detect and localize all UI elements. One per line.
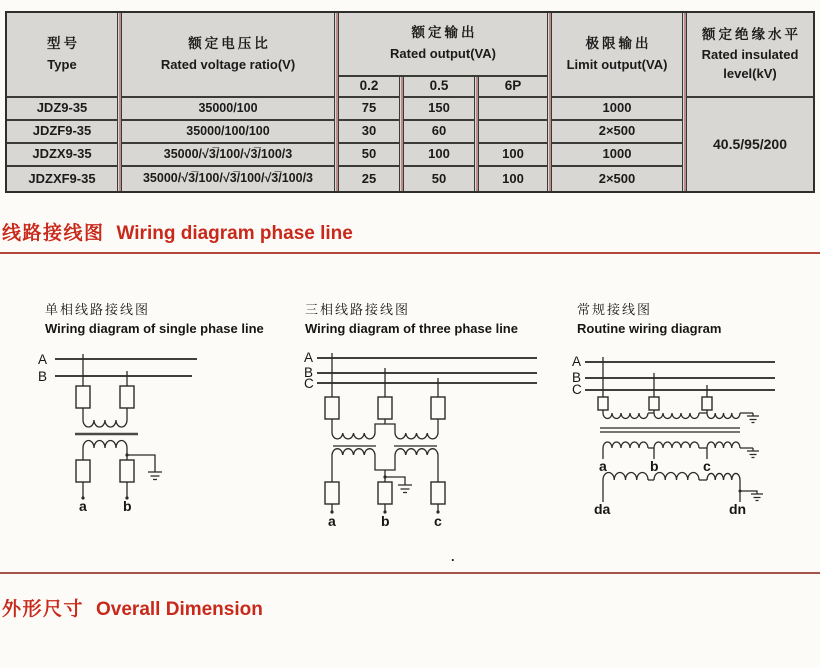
fuse	[76, 460, 90, 482]
bus-label-a: A	[304, 350, 314, 365]
header-insulation-en2: level(kV)	[723, 65, 777, 81]
fuse	[325, 397, 339, 419]
column-divider	[474, 77, 479, 191]
primary-winding	[332, 433, 375, 439]
header-insulation-zh: 额定绝缘水平	[702, 26, 801, 42]
red-rule-bottom	[0, 572, 820, 574]
row-1-limit: 2×500	[552, 121, 682, 144]
secondary-winding	[707, 442, 740, 448]
primary-circuit	[325, 353, 445, 439]
ground-symbol	[398, 485, 412, 493]
fuse	[431, 482, 445, 504]
auxiliary-winding	[707, 473, 740, 480]
section-heading-wiring-en: Wiring diagram phase line	[116, 223, 353, 244]
secondary-circuit	[76, 441, 162, 500]
header-type	[7, 13, 117, 98]
header-output-group	[339, 13, 547, 77]
routine-title: 常规接线图 Routine wiring diagram	[577, 302, 722, 336]
terminal-c: c	[703, 458, 711, 474]
bus-label-c: C	[304, 376, 314, 391]
ground-symbol	[747, 451, 759, 458]
secondary-circuit	[325, 449, 445, 514]
column-divider	[399, 77, 404, 191]
header-ratio-zh: 额定电压比	[188, 35, 271, 51]
auxiliary-winding-circuit	[603, 472, 763, 502]
fuse	[325, 482, 339, 504]
subheader-class-05: 0.5	[404, 77, 474, 98]
ground-symbol	[148, 472, 162, 480]
header-ratio	[122, 13, 334, 98]
primary-circuit	[76, 354, 134, 427]
ground-symbol	[747, 416, 759, 423]
secondary-winding	[83, 441, 127, 449]
row-0-out6p	[479, 98, 547, 121]
row-3-ratio: 35000/√3̅/100/√3̅/100/√3̅/100/3	[142, 171, 314, 186]
routine-wiring-diagram	[570, 350, 820, 518]
single-phase-title: 单相线路接线图 Wiring diagram of single phase line	[45, 302, 264, 336]
auxiliary-winding	[654, 472, 699, 480]
primary-winding	[603, 413, 648, 419]
header-ratio-en: Rated voltage ratio(V)	[160, 56, 296, 72]
primary-winding	[395, 433, 438, 439]
row-3-out02: 25	[361, 170, 377, 186]
insulation-level-value: 40.5/95/200	[713, 135, 787, 152]
terminal-c: c	[434, 513, 442, 529]
row-3-out05: 50	[431, 170, 447, 186]
row-0-ratio: 35000/100	[122, 98, 334, 121]
bus-label-b: B	[38, 369, 48, 384]
row-0-out05: 150	[404, 98, 474, 121]
row-1-out05: 60	[404, 121, 474, 144]
row-0-limit: 1000	[552, 98, 682, 121]
row-0-out02: 75	[339, 98, 399, 121]
fuse	[649, 397, 659, 410]
terminal-da: da	[594, 501, 611, 517]
terminal-dn: dn	[729, 501, 747, 517]
primary-winding	[707, 413, 740, 419]
row-2-out05: 100	[404, 144, 474, 167]
bus-label-a: A	[38, 352, 48, 367]
secondary-winding	[332, 449, 375, 455]
row-1-ratio: 35000/100/100	[122, 121, 334, 144]
spec-table	[5, 11, 815, 193]
red-rule-top	[0, 252, 820, 254]
header-insulation-en1: Rated insulated	[701, 46, 799, 62]
bus-label-a: A	[572, 354, 582, 369]
terminal-a: a	[79, 498, 87, 514]
single-phase-wiring-diagram	[30, 350, 280, 515]
header-type-zh: 型号	[47, 35, 80, 51]
terminal-a: a	[328, 513, 336, 529]
section-heading-dimension	[2, 598, 263, 621]
header-type-en: Type	[47, 56, 77, 72]
row-1-type: JDZF9-35	[7, 121, 117, 144]
three-phase-wiring-diagram	[300, 350, 560, 530]
section-heading-wiring-zh: 线路接线图	[2, 223, 105, 244]
fuse	[120, 460, 134, 482]
header-limit-zh: 极限输出	[585, 35, 652, 51]
section-heading-dimension-zh: 外形尺寸	[2, 599, 85, 620]
ground-symbol	[751, 494, 763, 501]
column-divider	[682, 13, 687, 191]
row-2-out6p: 100	[479, 144, 547, 167]
row-2-ratio: 35000/√3̅/100/√3̅/100/3	[122, 144, 334, 167]
row-2-limit: 1000	[552, 144, 682, 167]
stray-dot: .	[451, 549, 455, 564]
three-phase-title: 三相线路接线图 Wiring diagram of three phase line	[305, 302, 518, 336]
row-1-out6p	[479, 121, 547, 144]
row-1-out02: 30	[339, 121, 399, 144]
fuse	[378, 482, 392, 504]
section-heading-dimension-en: Overall Dimension	[96, 599, 263, 620]
header-limit	[552, 13, 682, 98]
bus-label-b: B	[572, 370, 582, 385]
primary-winding	[83, 420, 127, 427]
auxiliary-winding	[603, 472, 648, 480]
bus-label-b: B	[304, 365, 314, 380]
row-3-type: JDZXF9-35	[28, 170, 96, 186]
column-divider	[117, 13, 122, 191]
fuse	[76, 386, 90, 408]
primary-winding	[654, 413, 699, 419]
subheader-class-6p: 6P	[479, 77, 547, 98]
column-divider	[334, 13, 339, 191]
terminal-b: b	[381, 513, 390, 529]
header-output-en: Rated output(VA)	[390, 46, 496, 62]
fuse	[120, 386, 134, 408]
column-divider	[547, 13, 552, 191]
row-0-type: JDZ9-35	[7, 98, 117, 121]
terminal-b: b	[123, 498, 132, 514]
section-heading-wiring	[2, 222, 353, 245]
bus-label-c: C	[572, 382, 582, 397]
header-output-zh: 额定输出	[411, 25, 478, 41]
row-2-type: JDZX9-35	[7, 144, 117, 167]
terminal-a: a	[599, 458, 607, 474]
header-insulation	[687, 13, 813, 98]
terminal-b: b	[650, 458, 659, 474]
subheader-class-02: 0.2	[339, 77, 399, 98]
fuse	[378, 397, 392, 419]
fuse	[598, 397, 608, 410]
secondary-winding	[654, 442, 699, 448]
header-limit-en: Limit output(VA)	[566, 56, 668, 72]
row-3-out6p: 100	[502, 170, 524, 186]
row-3-limit: 2×500	[598, 170, 636, 186]
core	[600, 428, 740, 432]
row-2-out02: 50	[339, 144, 399, 167]
fuse	[702, 397, 712, 410]
secondary-winding	[603, 442, 648, 448]
secondary-circuit	[603, 442, 759, 459]
secondary-winding	[395, 449, 438, 455]
fuse	[431, 397, 445, 419]
